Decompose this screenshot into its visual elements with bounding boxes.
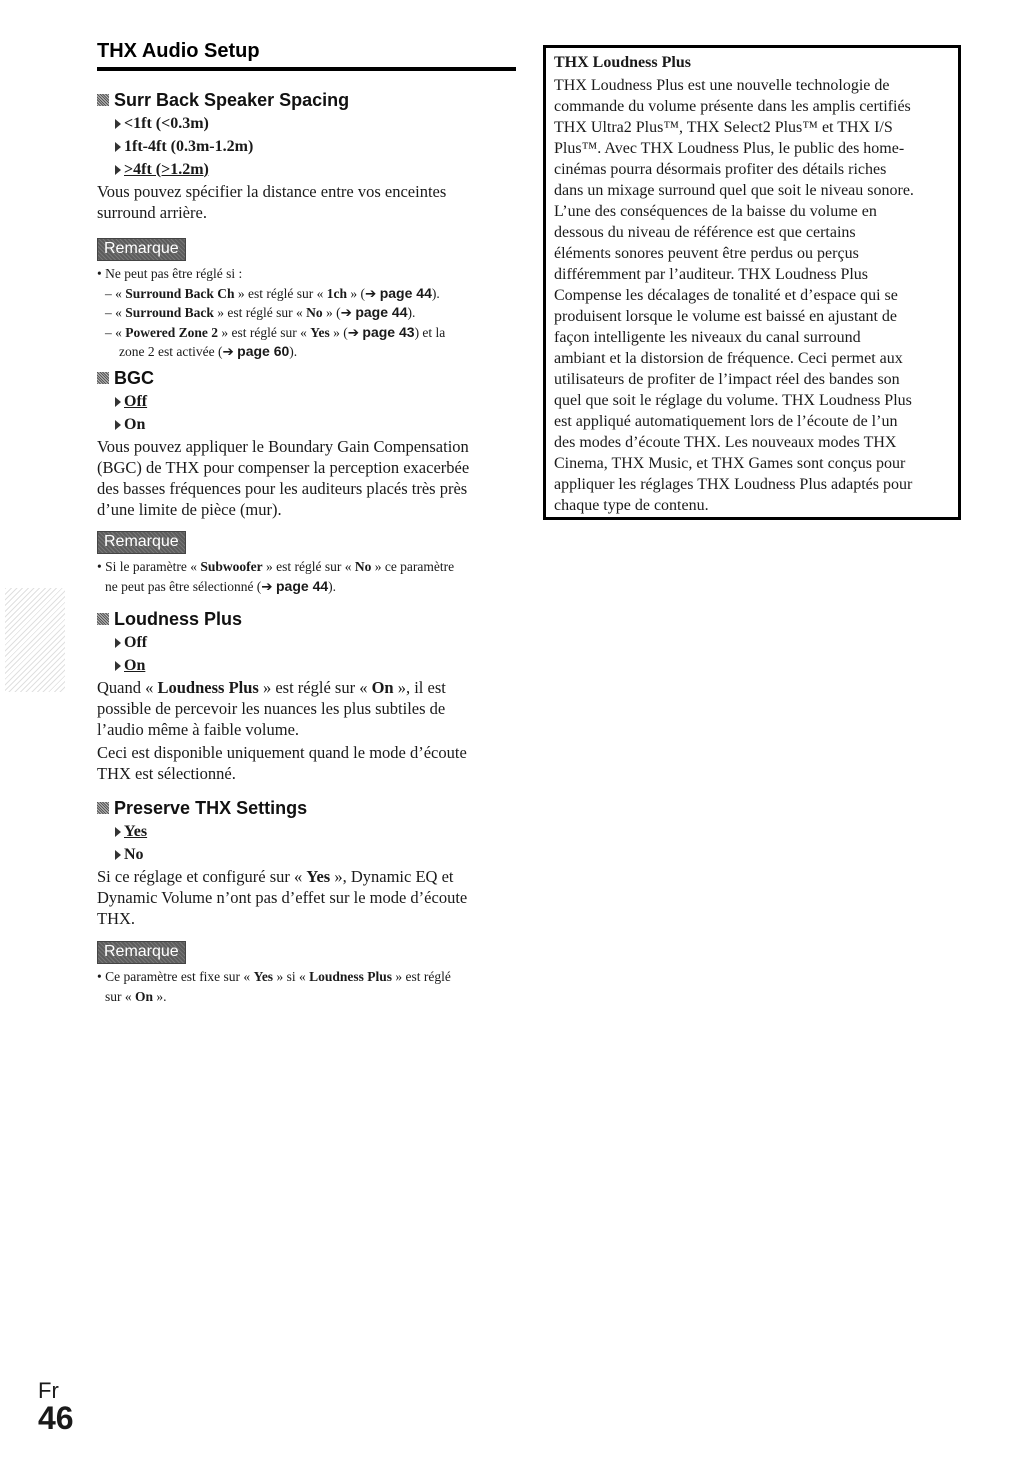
info-box-text: THX Loudness Plus est une nouvelle technologie de commande du volume présente dans les amplis certifiés THX Ultra2 Plus™, THX Select2 Plus™ et THX I/S Plus™. Avec THX Loudness Plus, le public des home- cinémas pourra désormais profiter des détails riches dans un mixage surround quel que soit le niveau sonore. L’une des conséquences de la baisse du volume en dessous du niveau de référence est que certains éléments sonores peuvent être perdus ou perçus différemment par l’auditeur. THX Loudness Plus Compense les décalages de tonalité et d’espace qui se produisent lorsque le volume est baissé en ajustant de façon intelligente les niveaux du canal surround ambiant et la distorsion de fréquence. Ceci permet aux utilisateurs de profiter de l’impact réel des bandes son quel que soit le réglage du volume. THX Loudness Plus est appliqué automatiquement lors de l’écoute de l’un des modes d’écoute THX. Les nouveaux modes THX Cinema, THX Music, et THX Games sont conçus pour appliquer les réglages THX Loudness Plus adaptés pour chaque type de contenu. xyxy=(554,77,914,514)
loudness-section xyxy=(97,607,517,784)
bgc-description: Vous pouvez appliquer le Boundary Gain Compensation (BGC) de THX pour compenser la perception exacerbée des basses fréquences pour les auditeurs placés très près d’une limite de pièce (mur). xyxy=(97,437,470,519)
note-label: Remarque xyxy=(97,941,186,964)
square-bullet-icon xyxy=(97,613,109,625)
triangle-bullet-icon xyxy=(115,165,121,175)
square-bullet-icon xyxy=(97,372,109,384)
surr-back-option-default: >4ft (>1.2m) xyxy=(115,158,517,181)
note-label: Remarque xyxy=(97,238,186,261)
surr-back-section xyxy=(97,88,517,362)
triangle-bullet-icon xyxy=(115,142,121,152)
triangle-bullet-icon xyxy=(115,850,121,860)
page-number: 46 xyxy=(38,1400,74,1436)
thx-loudness-info-box xyxy=(543,45,961,520)
bgc-heading: BGC xyxy=(97,366,517,390)
bgc-note: • Si le paramètre « Subwoofer » est réglé sur « No » ce paramètre ne peut pas être sélectionné (➔ page 44). xyxy=(97,559,455,594)
triangle-bullet-icon xyxy=(115,397,121,407)
preserve-option-default: Yes xyxy=(115,820,517,843)
preserve-description: Si ce réglage et configuré sur « Yes », Dynamic EQ et Dynamic Volume n’ont pas d’effet sur le mode d’écoute THX. xyxy=(97,867,468,928)
bgc-option-default: Off xyxy=(115,390,517,413)
triangle-bullet-icon xyxy=(115,661,121,671)
bgc-option: On xyxy=(115,413,517,436)
surr-back-description: Vous pouvez spécifier la distance entre vos enceintes surround arrière. xyxy=(97,182,447,222)
info-box-title: THX Loudness Plus xyxy=(554,54,691,71)
preserve-section xyxy=(97,796,517,1006)
margin-decoration xyxy=(5,588,65,692)
loudness-heading: Loudness Plus xyxy=(97,607,517,631)
surr-back-note: • Ne peut pas être réglé si : – « Surround Back Ch » est réglé sur « 1ch » (➔ page 44). – « Surround Back » est réglé sur « No » (➔ page 44). – « Powered Zone 2 » est réglé sur « Yes » (➔ page 43) et la zone 2 est activée (➔ page 60). xyxy=(97,266,446,359)
title-rule xyxy=(97,67,516,71)
bgc-section xyxy=(97,366,517,596)
language-label: Fr xyxy=(38,1378,59,1403)
preserve-note: • Ce paramètre est fixe sur « Yes » si « Loudness Plus » est réglé sur « On ». xyxy=(97,969,451,1004)
triangle-bullet-icon xyxy=(115,420,121,430)
note-label: Remarque xyxy=(97,531,186,554)
loudness-option-default: On xyxy=(115,654,517,677)
square-bullet-icon xyxy=(97,802,109,814)
preserve-option: No xyxy=(115,843,517,866)
loudness-option: Off xyxy=(115,631,517,654)
loudness-description: Quand « Loudness Plus » est réglé sur « On », il est possible de percevoir les nuances les plus subtiles de l’audio même à faible volume. Ceci est disponible uniquement quand le mode d’écoute THX est sélectionné. xyxy=(97,678,467,783)
surr-back-option: <1ft (<0.3m) xyxy=(115,112,517,135)
surr-back-option: 1ft-4ft (0.3m-1.2m) xyxy=(115,135,517,158)
square-bullet-icon xyxy=(97,94,109,106)
triangle-bullet-icon xyxy=(115,119,121,129)
page-title: THX Audio Setup xyxy=(97,40,260,62)
preserve-heading: Preserve THX Settings xyxy=(97,796,517,820)
triangle-bullet-icon xyxy=(115,827,121,837)
surr-back-heading: Surr Back Speaker Spacing xyxy=(97,88,517,112)
triangle-bullet-icon xyxy=(115,638,121,648)
